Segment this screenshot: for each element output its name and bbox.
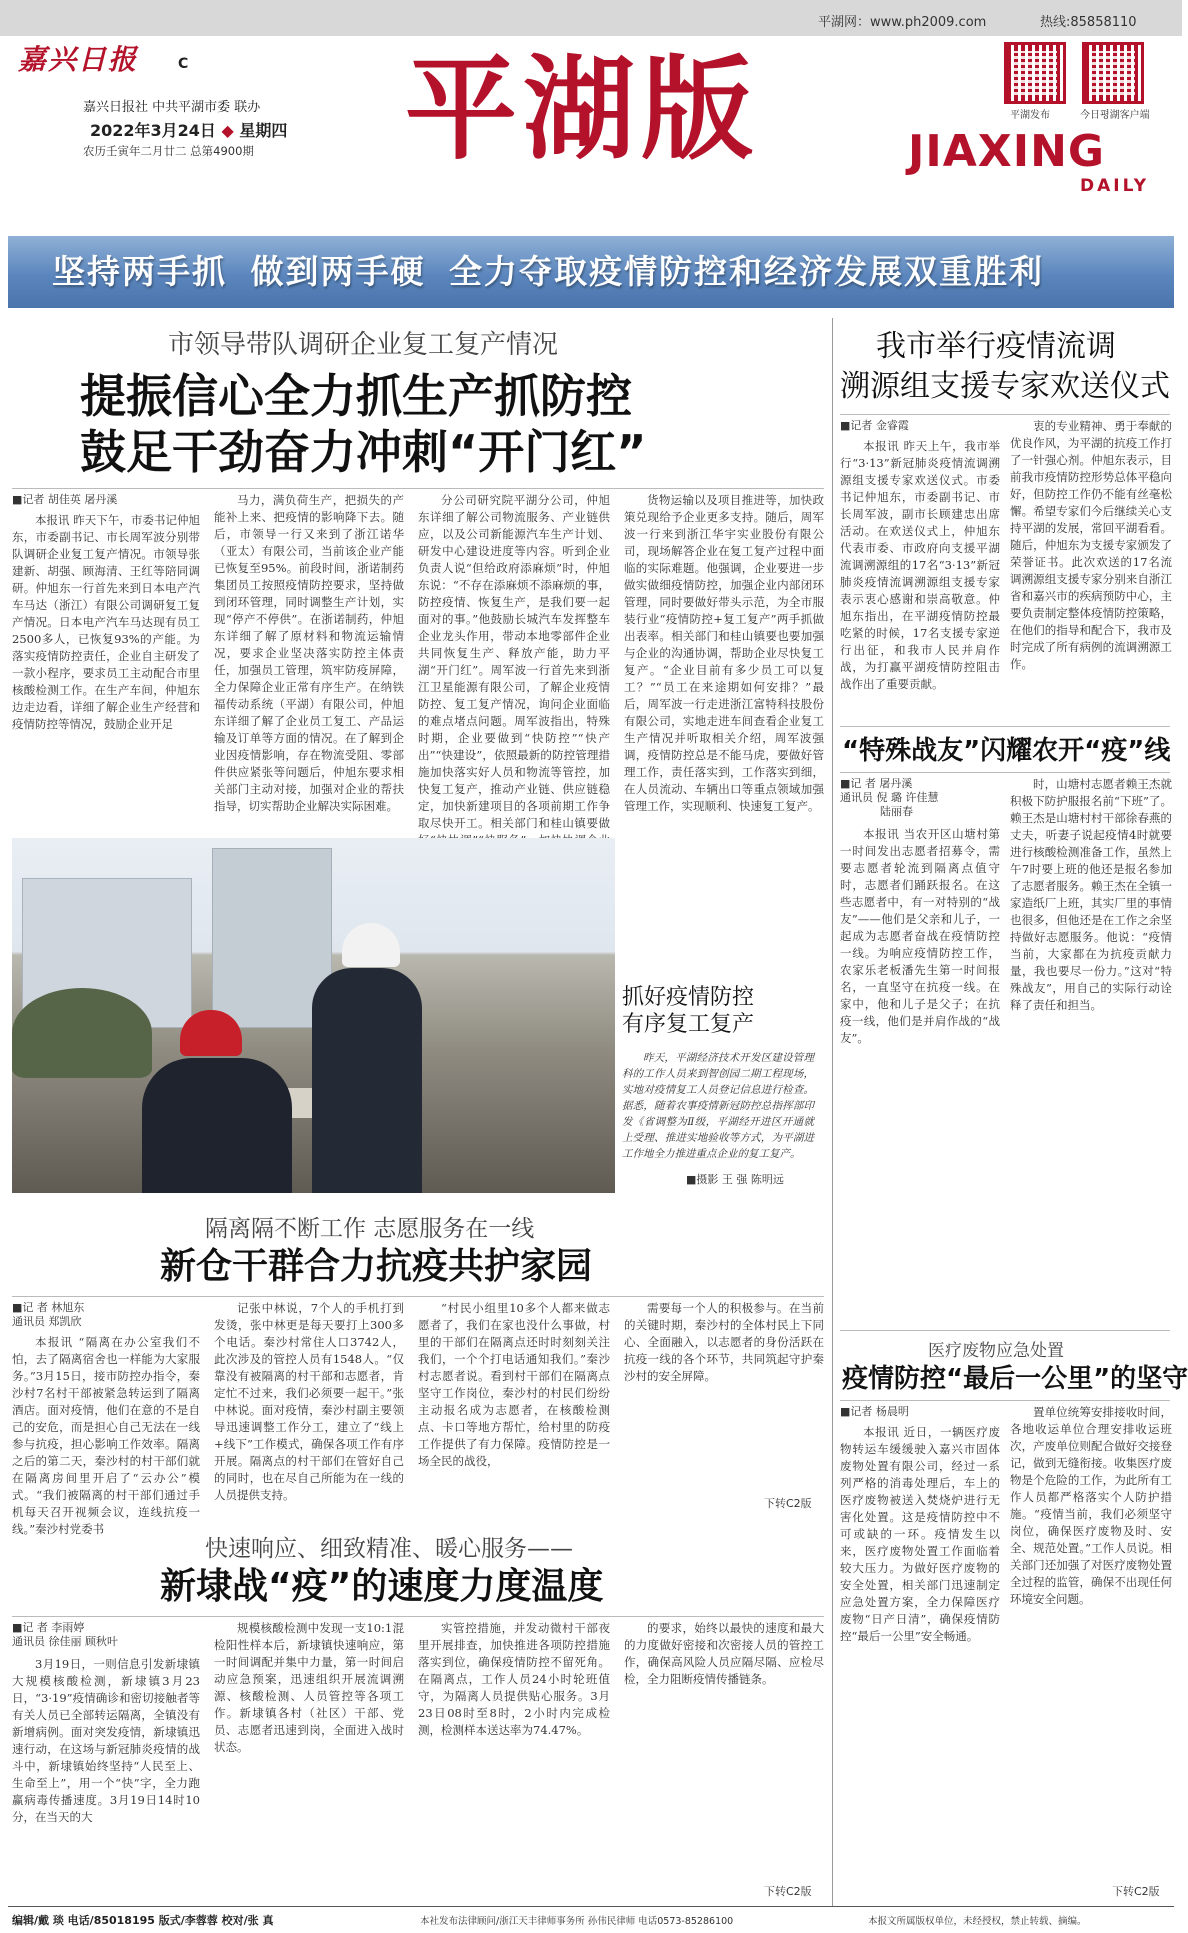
article3-byline-1: ■记 者 李雨婷: [12, 1621, 85, 1634]
diamond-icon: ◆: [221, 121, 234, 140]
right3-col2: 置单位统筹安排接收时间，各地收运单位合理安排收运班次，产废单位则配合做好交接登记，做到无缝衔接。收集医疗废物是个危险的工作，为此所有工作人员都严格落实个人防护措施。“疫情当前，我们必须坚守岗位，确保医疗废物及时、安全、规范处置。”工作人员说。相关部门还加强了对医疗废物处置全过程的监管，确保不出现任何环境安全问题。: [1010, 1405, 1172, 1606]
website-text: 平湖网：www.ph2009.com: [818, 15, 987, 30]
article2-byline-2: 通讯员 郑凯欣: [12, 1315, 82, 1328]
right1-headline-2: 溯源组支援专家欢送仪式: [840, 369, 1170, 404]
feature-photo: [12, 838, 615, 1193]
footer-rule: [8, 1906, 1174, 1907]
article3-jump: 下转C2版: [764, 1885, 812, 1898]
weekday-text: 星期四: [239, 121, 288, 140]
article2-byline-1: ■记 者 林旭东: [12, 1301, 85, 1314]
worker-figure: [312, 968, 422, 1193]
tree-shape: [12, 988, 152, 1078]
top-strip: [0, 0, 1182, 36]
slogan-banner: [8, 236, 1174, 308]
rule: [12, 1296, 824, 1297]
qr-label-2: 今日평湖客户端: [1080, 110, 1150, 121]
article1-col2: 马力，满负荷生产，把损失的产能补上来、把疫情的影响降下去。随后，市领导一行又来到了浙江诺华（亚太）有限公司，当前该企业产能已恢复至95%。前段时间，浙诺制药集团员工按照疫情防控要求，坚持做到闭环管理，同时调整生产计划，实现“停产不停供”。在浙诺制药，仲旭东详细了解了原材料和物流运输情况，要求企业坚决落实防控主体责任，加强员工管理，筑牢防疫屏障，全力保障企业正常有序生产。在纳铁福传动系统（平湖）有限公司，仲旭东详细了解了企业员工复工、产品运输及订单等方面的情况。在了解到企业因疫情影响，存在物流受阻、零部件供应紧张等问题后，仲旭东要求相关部门主动对接，加强对企业的帮扶指导，切实帮助企业解决实际困难。: [214, 493, 404, 813]
photo-title-1: 抓好疫情防控: [622, 985, 755, 1010]
white-helmet: [342, 923, 400, 967]
article3-col1: 3月19日，一则信息引发新埭镇大规模核酸检测，新埭镇3月23日，“3·19”疫情确诊和密切接触者等有关人员已全部转运隔离，全镇没有新增病例。面对突发疫情，新埭镇迅速行动，在这场与新冠肺炎疫情的战斗中，新埭镇始终坚持“人民至上、生命至上”，用一个“快”字，全力跑赢病毒传播速度。3月19日14时10分，在当天的大: [12, 1657, 200, 1824]
article1-col1: 本报讯 昨天下午，市委书记仲旭东，市委副书记、市长周军波分别带队调研企业复工复产情况。市领导张建新、胡强、顾海清、王红等陪同调研。仲旭东一行首先来到日本电产汽车马达（浙江）有限公司调研复工复产情况。日本电产汽车马达现有员工2500多人，已恢复93%的产能。为落实疫情防控责任，企业自主研发了一款小程序，要求员工主动配合市里核酸检测工作。在生产车间，仲旭东边走边看，详细了解企业生产经营和疫情防控等情况，鼓励企业开足: [12, 513, 200, 731]
right3-jump: 下转C2版: [1112, 1885, 1160, 1898]
article1-headline-1: 提振信心全力抓生产抓防控: [80, 369, 632, 423]
right2-col1: 本报讯 当农开区山塘村第一时间发出志愿者招募令，需要志愿者轮流到隔离点值守时，志愿者们踊跃报名。在这些志愿者中，有一对特别的“战友”——他们是父亲和儿子，一起成为志愿者奋战在疫情防控一线。为响应疫情防控工作，农家乐老板潘先生第一时间报名，一直坚守在抗疫一线。在家中，他和儿子是父子；在抗疫一线，他们是并肩作战的“战友”。: [840, 827, 1000, 1045]
right1-byline: ■记者 金睿霞: [840, 419, 909, 432]
article3-byline-2: 通讯员 徐佳丽 顾秋叶: [12, 1635, 118, 1648]
paper-logo: [18, 38, 163, 84]
daily-wordmark: DAILY: [1080, 176, 1150, 196]
article2-col1: 本报讯 “隔离在办公室我们不怕，去了隔离宿舍也一样能为大家服务。”3月15日，接市防控办指令，秦沙村7名村干部被紧急转运到了隔离酒店。面对疫情，他们在意的不是自己的安危，而是担心自己无法在一线参与抗疫，担心影响工作效率。隔离之后的第二天，秦沙村的村干部们就在隔离房间里开启了“云办公”模式。“我们被隔离的村干部们通过手机每天召开视频会议，连线抗疫一线。”秦沙村党委书: [12, 1335, 200, 1536]
column-divider: [832, 318, 833, 1906]
article3-kicker: 快速响应、细致精准、暖心服务——: [205, 1536, 573, 1562]
right3-headline: 疫情防控“最后一公里”的坚守: [842, 1364, 1188, 1394]
article2-jump: 下转C2版: [764, 1497, 812, 1510]
c-edition-mark: C: [178, 56, 189, 72]
lunar-line: 农历壬寅年二月廿二 总第4900期: [83, 144, 254, 158]
photo-credit: ■摄影 王 强 陈明远: [686, 1173, 784, 1186]
date-line: [90, 118, 287, 141]
footer-mid: 本社发布法律顾问/浙江天丰律师事务所 孙伟民律师 电话0573-85286100: [420, 1916, 734, 1927]
footer-right: 本报文所属版权单位，未经授权，禁止转载、摘编。: [868, 1916, 1087, 1927]
rule: [840, 772, 1170, 773]
right1-headline-1: 我市举行疫情流调: [876, 329, 1116, 364]
article3-col4: 的要求，始终以最快的速度和最大的力度做好密接和次密接人员的管控工作，确保高风险人员应隔尽隔、应检尽检，全力阻断疫情传播链条。: [624, 1621, 824, 1686]
right1-col2: 衷的专业精神、勇于奉献的优良作风，为平湖的抗疫工作打了一针强心剂。仲旭东表示，目前我市疫情防控形势总体平稳向好，但防控工作仍不能有丝毫松懈。希望专家们今后继续关心支持平湖的发展，常回平湖看看。随后，仲旭东为支援专家颁发了荣誉证书。此次欢送的17名流调溯源组支援专家分别来自浙江省和嘉兴市的疾病预防中心，主要负责制定整体疫情防控策略，在他们的指导和配合下，我市及时完成了所有病例的流调溯源工作。: [1010, 419, 1172, 671]
article3-headline: 新埭战“疫”的速度力度温度: [160, 1566, 604, 1607]
right1-col1: 本报讯 昨天上午，我市举行“3·13”新冠肺炎疫情流调溯源组支援专家欢送仪式。市委书记仲旭东，市委副书记、市长周军波，副市长顾建忠出席活动。在欢送仪式上，仲旭东代表市委、市政府向支援平湖流调溯源组的17名“3·13”新冠肺炎疫情流调溯源组支援专家表示衷心感谢和崇高敬意。仲旭东指出，在平湖疫情防控最吃紧的时候，17名支援专家逆行出征，和我市人民并肩作战，为打赢平湖疫情防控阻击战作出了重要贡献。: [840, 439, 1000, 691]
rule: [840, 1400, 1170, 1401]
article2-col3: “村民小组里10多个人都来做志愿者了，我们在家也没什么事做，村里的干部们在隔离点还时时刻刻关注我们，一个个打电话通知我们。”秦沙村志愿者说。看到村干部们在隔离点坚守工作岗位，秦沙村的村民们纷纷主动报名成为志愿者，在核酸检测点、卡口等地方帮忙，给村里的防疫工作提供了有力保障。疫情防控是一场全民的战役，: [418, 1301, 610, 1468]
rule: [840, 414, 1170, 415]
right2-byline-1: ■记 者 屠丹溪: [840, 777, 913, 790]
slogan-text: 坚持两手抓 做到两手硬 全力夺取疫情防控和经济发展双重胜利: [52, 252, 1044, 291]
rule: [12, 1616, 824, 1617]
right2-headline: “特殊战友”闪耀农开“疫”线: [842, 736, 1171, 766]
right3-byline: ■记者 杨晨明: [840, 1405, 909, 1418]
photo-caption: 昨天，平湖经济技术开发区建设管理科的工作人员来到智创园二期工程现场，实地对疫情复工人员登记信息进行检查。据悉，随着农事疫情新冠防控总指挥部印发《省调整为Ⅱ级，平湖经开进区开通就上受理、推进实地验收等方式，为平湖进工作地全力推进重点企业的复工复产。: [622, 1052, 814, 1160]
rule: [840, 1330, 1170, 1331]
qr-code-icon: [1004, 42, 1066, 104]
article2-col2: 记张中林说，7个人的手机打到发烫，张中林更是每天要打上300多个电话。秦沙村常住人口3742人，此次涉及的管控人员有1548人。“仅靠没有被隔离的村干部和志愿者，肯定忙不过来，我们必须要一起干。”张中林说。面对疫情，秦沙村副主要领导迅速调整工作分工，建立了“线上+线下”工作模式，确保各项工作有序开展。隔离点的村干部们在管好自己的同时，也在尽自己所能为在一线的人员提供支持。: [214, 1301, 404, 1502]
rule: [840, 726, 1170, 727]
right2-byline-2: 通讯员 倪 璐 许佳慧: [840, 791, 939, 804]
footer-left: 编辑/戴 琰 电话/85018195 版式/李蓉蓉 校对/张 真: [12, 1914, 274, 1927]
article2-kicker: 隔离隔不断工作 志愿服务在一线: [205, 1216, 535, 1242]
article2-headline: 新仓干群合力抗疫共护家园: [160, 1246, 593, 1287]
edition-title: 平湖版: [405, 44, 759, 175]
article1-col4: 货物运输以及项目推进等，加快政策兑现给予企业更多支持。随后，周军波一行来到浙江华宇实业股份有限公司，现场解答企业在复工复产过程中面临的实际难题。他强调，企业要进一步做实做细疫情防控，加强企业内部闭环管理，同时要做好带头示范，为全市服装行业“疫情防控+复工复产”两手抓做出表率。相关部门和桂山镇要也要加强与企业的沟通协调，帮助企业尽快复工复产。“企业目前有多少员工可以复工？”“员工在来途期如何安排？”最后，周军波一行走进浙江富特科技股份有限公司，实地走进车间查看企业复工生产情况并听取相关介绍，周军波强调，疫情防控总是不能马虎，要做好管理工作，责任落实到，工作落实到细，在人员流动、车辆出口等重点领域加强管理工作，实现顺利、快速复工复产。: [624, 493, 824, 813]
article1-headline-2: 鼓足干劲奋力冲刺“开门红”: [80, 425, 647, 479]
hotline-text: 热线:85858110: [1040, 15, 1137, 30]
right3-kicker: 医疗废物应急处置: [928, 1341, 1064, 1361]
article1-col3: 分公司研究院平湖分公司，仲旭东详细了解公司物流服务、产业链供应，以及公司新能源汽车生产计划、研发中心建设进度等内容。听到企业负责人说“但给政府添麻烦”时，仲旭东说：“不存在添麻烦不添麻烦的事，防控疫情、恢复生产，是我们要一起面对的事。”他鼓励长城汽车发挥整车企业龙头作用，带动本地零部件企业共同恢复生产、释放产能，助力平湖“开门红”。周军波一行首先来到浙江卫星能源有限公司，了解企业疫情防控、复工复产情况，询问企业面临的难点堵点问题。周军波指出，特殊时期，企业要做到“快防控”“快产出”“快建设”，依照最新的防控管理措施加快落实好人员和物流等管控，加快复工复产，推动产业链、供应链稳定，加快新建项目的各项前期工作争取尽快开工。相关部门和桂山镇要做: [418, 493, 610, 830]
article1-byline: ■记者 胡佳英 屠丹溪: [12, 493, 118, 506]
worker-figure: [142, 1058, 292, 1193]
rule: [12, 488, 824, 489]
qr-code-icon: [1082, 42, 1144, 104]
article1-kicker: 市领导带队调研企业复工复产情况: [168, 330, 559, 360]
article2-col4: 需要每一个人的积极参与。在当前的关键时期，秦沙村的全体村民上下同心、全面融入，以志愿者的身份活跃在抗疫一线的各个环节，共同筑起守护秦沙村的安全屏障。: [624, 1301, 824, 1383]
right2-byline-3: 陆丽春: [880, 805, 913, 818]
right3-col1: 本报讯 近日，一辆医疗废物转运车缓缓驶入嘉兴市固体废物处置有限公司，经过一系列严格的消毒处理后，车上的医疗废物被送入焚烧炉进行无害化处置。这是疫情防控中不可或缺的一环。疫情发生以来，医疗废物处置工作面临着较大压力。为做好医疗废物的安全处置，相关部门迅速制定应急处置方案，全力保障医疗废物“日产日清”，确保疫情防控“最后一公里”安全畅通。: [840, 1425, 1000, 1643]
article3-col3: 实管控措施，并发动微村干部夜里开展排查，加快推进各项防控措施落实到位，确保疫情防控不留死角。在隔离点，工作人员24小时轮班值守，为隔离人员提供贴心服务。3月23日08时至8时，2小时内完成检测，检测样本送达率为74.47%。: [418, 1621, 610, 1737]
photo-title-2: 有序复工复产: [622, 1012, 755, 1037]
paper-logo-text: 嘉兴日报: [18, 43, 139, 76]
org-line: 嘉兴日报社 中共平湖市委 联办: [83, 100, 261, 115]
article3-col2: 规模核酸检测中发现一支10:1混检阳性样本后，新埭镇快速响应，第一时间调配并集中力量，第一时间启动应急预案，迅速组织开展流调溯源、核酸检测、人员管控等各项工作。新埭镇各村（社区）干部、党员、志愿者迅速到岗，全面进入战时状态。: [214, 1621, 404, 1754]
jiaxing-wordmark: JIAXING: [908, 126, 1106, 177]
qr-label-1: 平湖发布: [1010, 110, 1050, 121]
right2-col2: 时，山塘村志愿者赖王杰就积极下防护服报名前“下班”了。赖王杰是山塘村村干部徐春燕的丈夫，听妻子说起疫情4时就要进行核酸检测准备工作，虽然上午7时要上班的他还是报名参加了志愿者服务。赖王杰在全镇一家造纸厂上班，其实厂里的事情也很多，但他还是在工作之余坚持做好志愿服务。他说：“疫情当前，大家都在为抗疫贡献力量，我也要尽一份力。”这对“特殊战友”，用自己的实际行动诠释了责任和担当。: [1010, 777, 1172, 1012]
date-text: 2022年3月24日: [90, 121, 216, 140]
